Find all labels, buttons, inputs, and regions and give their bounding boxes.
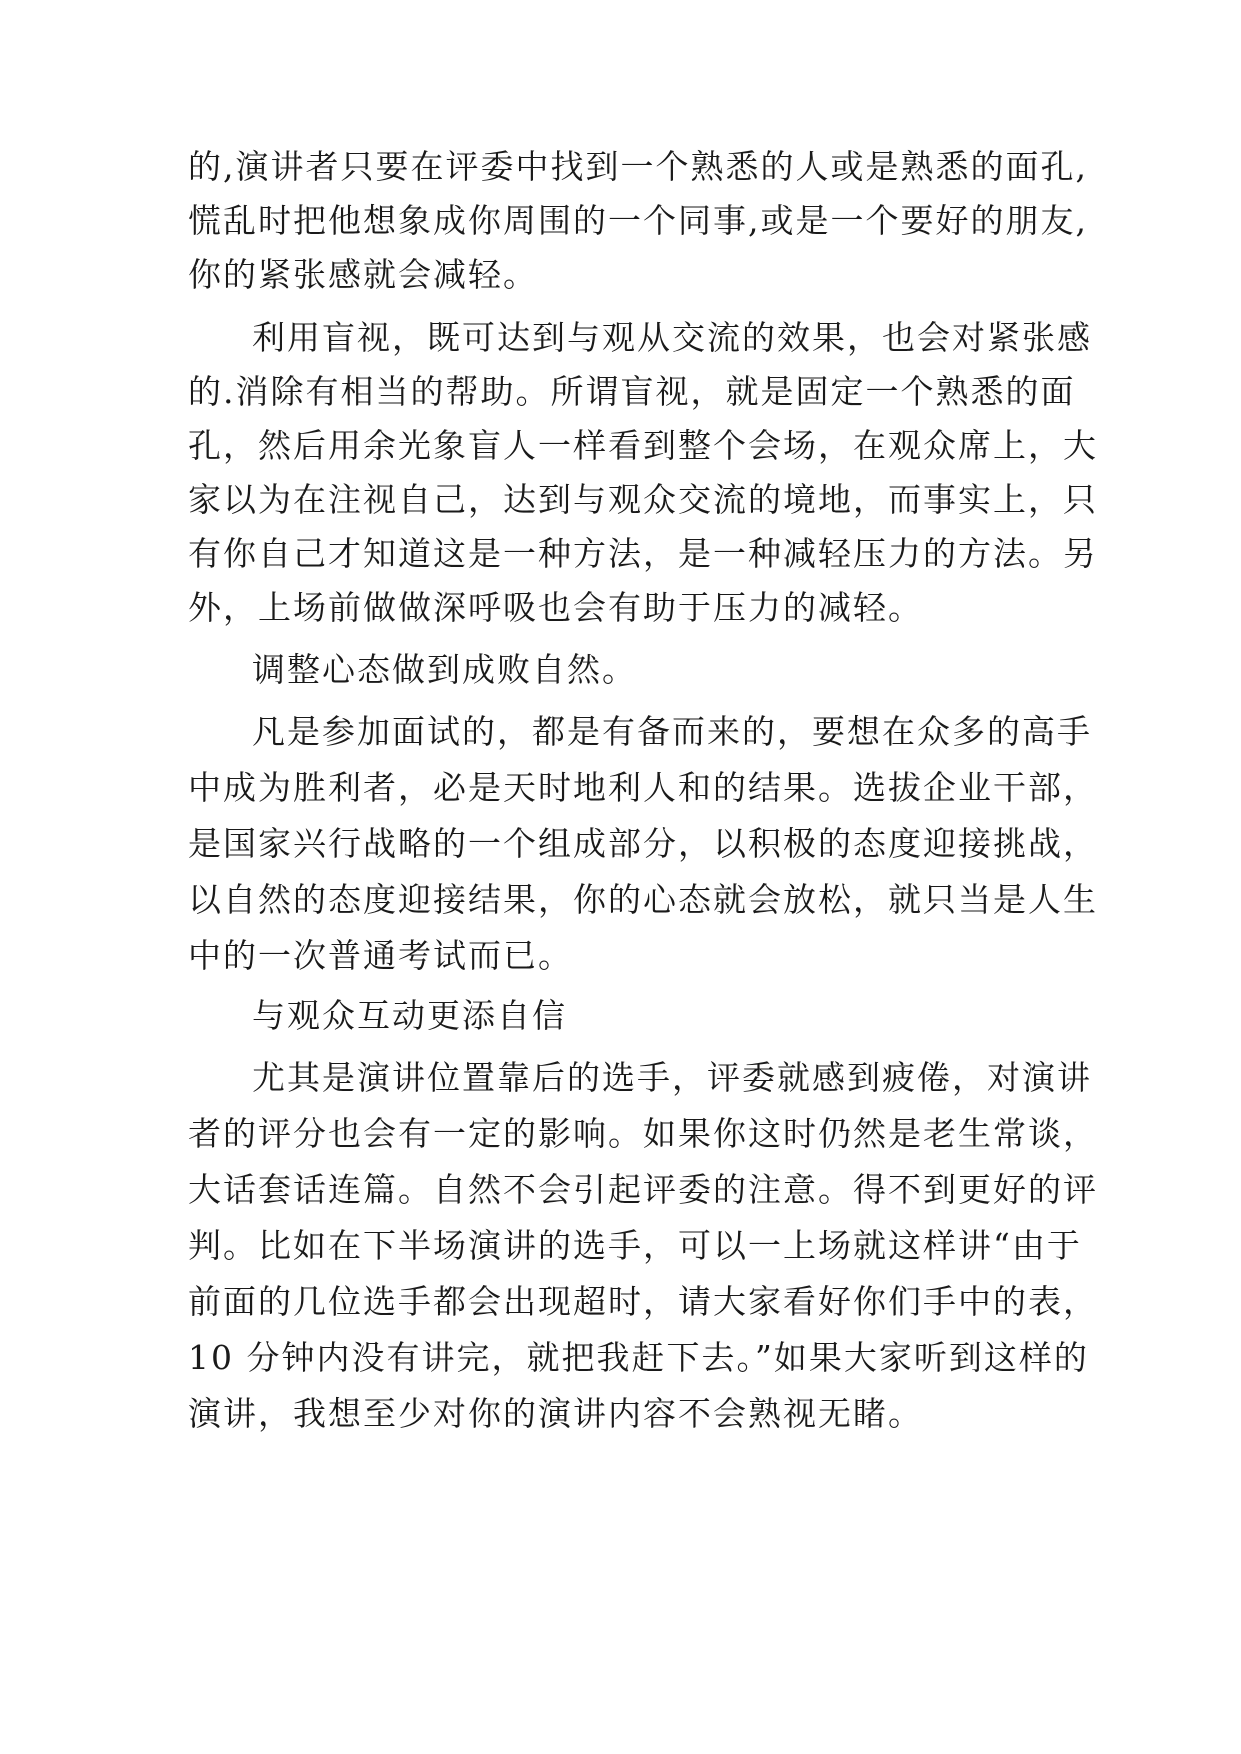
text-line: 演讲，我想至少对你的演讲内容不会熟视无睹。 [188, 1394, 923, 1433]
text-line: 家以为在注视自己，达到与观众交流的境地，而事实上，只 [188, 480, 1098, 519]
paragraph-start-line: 尤其是演讲位置靠后的选手，评委就感到疲倦，对演讲 [252, 1058, 1092, 1097]
text-line: 你的紧张感就会减轻。 [188, 255, 538, 294]
text-line: 外，上场前做做深呼吸也会有助于压力的减轻。 [188, 588, 923, 627]
text-line: 慌乱时把他想象成你周围的一个同事,或是一个要好的朋友, [188, 201, 1088, 240]
text-line: 有你自己才知道这是一种方法，是一种减轻压力的方法。另 [188, 534, 1098, 573]
text-line: 判。比如在下半场演讲的选手，可以一上场就这样讲“由于 [188, 1226, 1082, 1265]
text-line: 的.消除有相当的帮助。所谓盲视，就是固定一个熟悉的面 [188, 372, 1076, 411]
text-line: 的,演讲者只要在评委中找到一个熟悉的人或是熟悉的面孔, [188, 147, 1088, 186]
section-heading: 与观众互动更添自信 [252, 996, 567, 1035]
text-line: 者的评分也会有一定的影响。如果你这时仍然是老生常谈， [188, 1114, 1098, 1153]
text-line: 以自然的态度迎接结果，你的心态就会放松，就只当是人生 [188, 880, 1098, 919]
text-line: 10 分钟内没有讲完，就把我赶下去。”如果大家听到这样的 [188, 1338, 1089, 1377]
paragraph-start-line: 利用盲视，既可达到与观从交流的效果，也会对紧张感 [252, 318, 1092, 357]
text-line: 是国家兴行战略的一个组成部分，以积极的态度迎接挑战， [188, 824, 1098, 863]
text-line: 中的一次普通考试而已。 [188, 936, 573, 975]
section-heading: 调整心态做到成败自然。 [252, 650, 637, 689]
paragraph-start-line: 凡是参加面试的，都是有备而来的，要想在众多的高手 [252, 712, 1092, 751]
text-line: 孔，然后用余光象盲人一样看到整个会场，在观众席上，大 [188, 426, 1098, 465]
text-line: 前面的几位选手都会出现超时，请大家看好你们手中的表， [188, 1282, 1098, 1321]
text-line: 中成为胜利者，必是天时地利人和的结果。选拔企业干部， [188, 768, 1098, 807]
text-line: 大话套话连篇。自然不会引起评委的注意。得不到更好的评 [188, 1170, 1098, 1209]
